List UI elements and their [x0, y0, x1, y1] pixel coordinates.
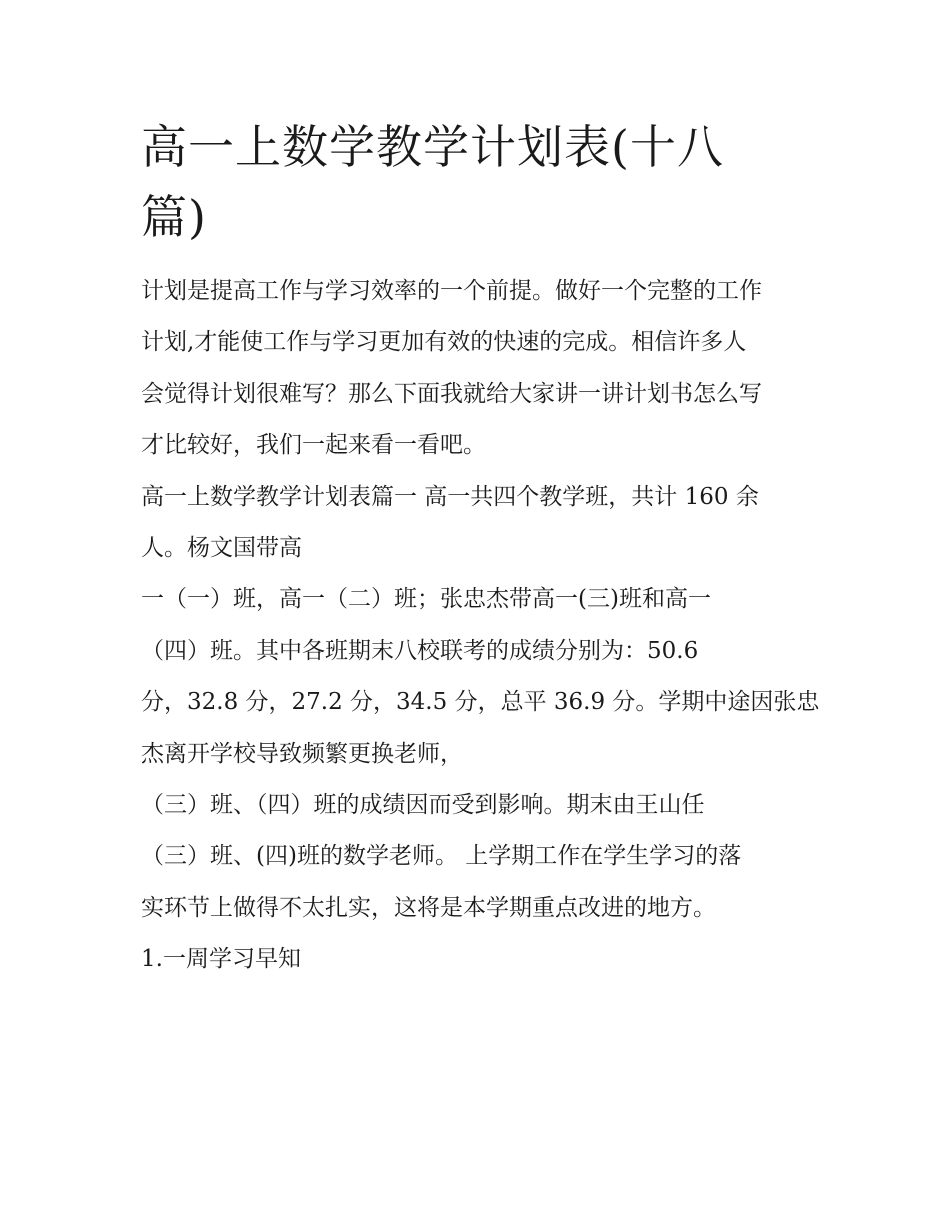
title-line-1: 高一上数学教学计划表(十八: [141, 120, 724, 174]
text-line: 杰离开学校导致频繁更换老师，: [141, 740, 463, 767]
document-title: [141, 112, 781, 252]
text-line: （四）班。其中各班期末八校联考的成绩分别为：50.6: [141, 637, 699, 664]
text-line: 计划是提高工作与学习效率的一个前提。做好一个完整的工作: [141, 278, 762, 304]
text-line: 一（一）班，高一（二）班；张忠杰带高一(三)班和高一: [141, 586, 711, 613]
text-line: 分，32.8 分，27.2 分，34.5 分，总平 36.9 分。学期中途因张忠: [141, 689, 820, 716]
text-line: 实环节上做得不太扎实，这将是本学期重点改进的地方。: [141, 894, 716, 921]
text-line: （三）班、（四）班的成绩因而受到影响。期末由王山任: [141, 792, 705, 819]
text-line: 会觉得计划很难写？那么下面我就给大家讲一讲计划书怎么写: [141, 380, 762, 407]
text-line: 人。杨文国带高: [141, 535, 302, 562]
document-body: [141, 112, 831, 986]
text-line: （三）班、(四)班的数学老师。 上学期工作在学生学习的落: [141, 843, 742, 870]
section-heading: 1.一周学习早知: [141, 946, 301, 973]
text-line: 计划,才能使工作与学习更加有效的快速的完成。相信许多人: [141, 329, 747, 356]
text-line: 高一上数学教学计划表篇一 高一共四个教学班，共计 160 余: [141, 483, 759, 510]
title-line-2: 篇): [141, 190, 207, 244]
text-line: 才比较好，我们一起来看一看吧。: [141, 432, 486, 459]
